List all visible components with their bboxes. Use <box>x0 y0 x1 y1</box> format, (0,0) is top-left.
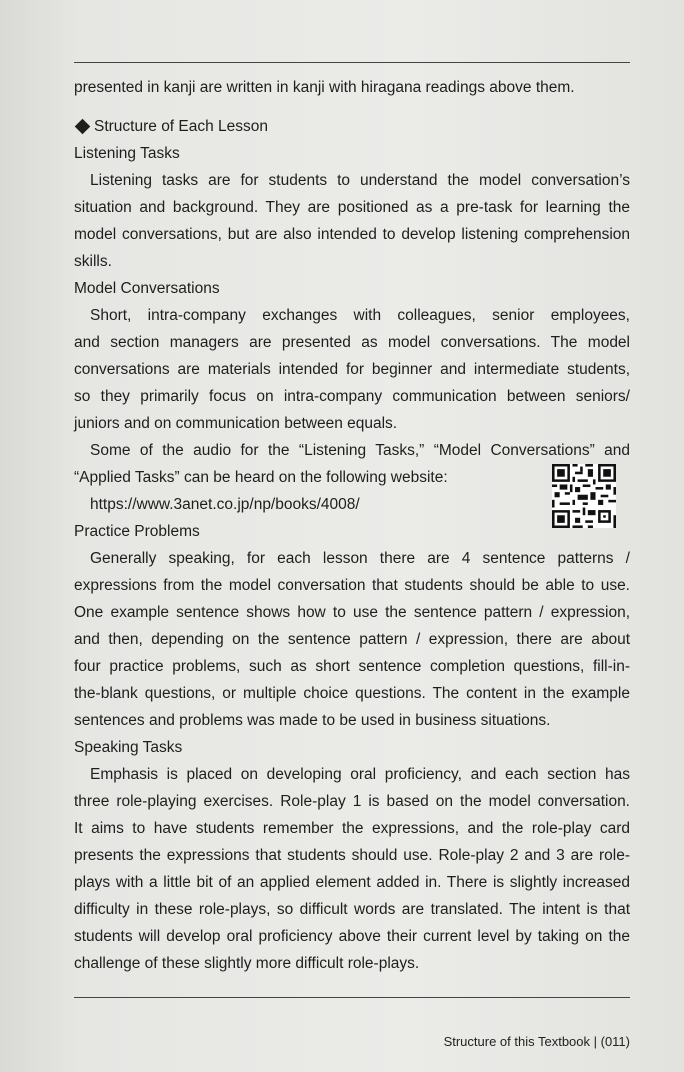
model-line-4: so they primarily focus on intra-company communication between seniors/ <box>74 388 630 405</box>
section-title <box>74 113 630 140</box>
model-heading: Model Conversations <box>74 280 220 297</box>
qr-code-icon[interactable] <box>552 464 616 528</box>
practice-line-6: the-blank questions, or multiple choice questions. The content in the example <box>74 685 630 702</box>
audio-note <box>74 437 630 518</box>
listening-line-4: skills. <box>74 253 112 270</box>
page-body <box>74 74 630 977</box>
bottom-rule <box>74 997 630 998</box>
model-line-1: Short, intra-company exchanges with colleagues, senior employees, <box>90 307 630 324</box>
model-line-3: conversations are materials intended for beginner and intermediate students, <box>74 361 630 378</box>
listening-line-3: model conversations, but are also intended to develop listening comprehension <box>74 226 630 243</box>
model-line-2: and section managers are presented as model conversations. The model <box>74 334 630 351</box>
speaking-line-2: three role-playing exercises. Role-play 1 is based on the model conversation. <box>74 793 630 810</box>
audio-line-1: Some of the audio for the “Listening Tasks,” “Model Conversations” and <box>90 442 630 459</box>
listening-line-2: situation and background. They are positioned as a pre-task for learning the <box>74 199 630 216</box>
practice-line-2: expressions from the model conversation that students should be able to use. <box>74 577 630 594</box>
speaking-line-7: students will develop oral proficiency above their current level by taking on the <box>74 928 630 945</box>
speaking-line-3: It aims to have students remember the expressions, and the role-play card <box>74 820 630 837</box>
audio-url[interactable]: https://www.3anet.co.jp/np/books/4008/ <box>90 496 360 513</box>
practice-line-5: four practice problems, such as short sentence completion questions, fill-in- <box>74 658 630 675</box>
intro-line: presented in kanji are written in kanji with hiragana readings above them. <box>74 79 575 96</box>
speaking-line-5: plays with a little bit of an applied element added in. There is slightly increased <box>74 874 630 891</box>
top-rule <box>74 62 630 63</box>
model-line-5: juniors and on communication between equals. <box>74 415 398 432</box>
speaking-heading: Speaking Tasks <box>74 739 183 756</box>
section-title-text: Structure of Each Lesson <box>94 118 269 135</box>
page-footer: Structure of this Textbook | (011) <box>443 1034 630 1049</box>
practice-line-1: Generally speaking, for each lesson there are 4 sentence patterns / <box>90 550 630 567</box>
practice-line-7: sentences and problems was made to be used in business situations. <box>74 712 551 729</box>
listening-heading: Listening Tasks <box>74 145 180 162</box>
speaking-line-6: difficulty in these role-plays, so difficult words are translated. The intent is that <box>74 901 630 918</box>
diamond-bullet-icon <box>75 119 91 135</box>
practice-line-4: and then, depending on the sentence pattern / expression, there are about <box>74 631 630 648</box>
speaking-line-4: presents the expressions that students should use. Role-play 2 and 3 are role- <box>74 847 630 864</box>
listening-line-1: Listening tasks are for students to understand the model conversation’s <box>90 172 630 189</box>
audio-line-2: “Applied Tasks” can be heard on the following website: <box>74 469 448 486</box>
speaking-line-8: challenge of these slightly more difficult role-plays. <box>74 955 420 972</box>
practice-heading: Practice Problems <box>74 523 200 540</box>
textbook-page <box>74 0 630 1072</box>
speaking-line-1: Emphasis is placed on developing oral proficiency, and each section has <box>90 766 630 783</box>
practice-line-3: One example sentence shows how to use the sentence pattern / expression, <box>74 604 630 621</box>
